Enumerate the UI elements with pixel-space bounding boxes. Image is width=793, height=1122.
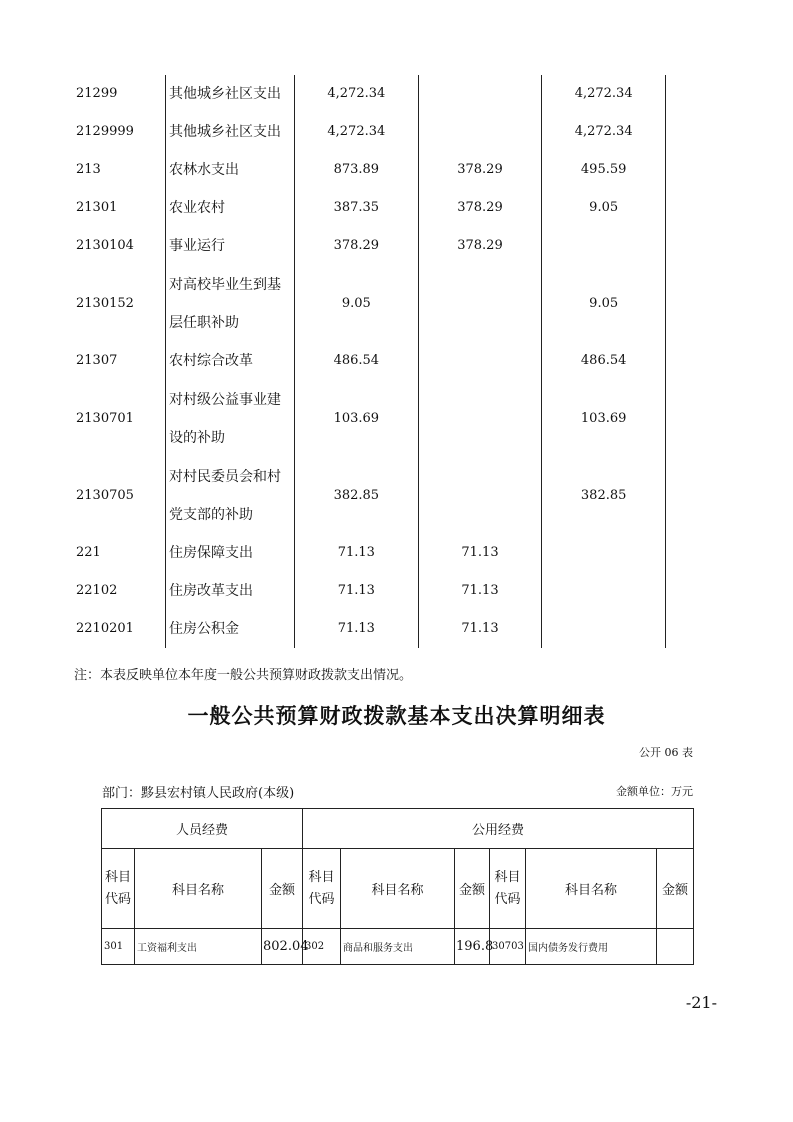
code-header: 科目 代码 [102, 849, 135, 929]
cell-name: 其他城乡社区支出 [166, 75, 295, 113]
cell-code: 2210201 [74, 610, 166, 648]
cell-basic [418, 457, 542, 534]
cell-project [542, 572, 666, 610]
code-header: 科目 代码 [303, 849, 341, 929]
cell-basic [418, 265, 542, 342]
basic-expenditure-detail-table [101, 808, 694, 965]
cell-basic: 71.13 [418, 534, 542, 572]
table-note: 注：本表反映单位本年度一般公共预算财政拨款支出情况。 [74, 668, 413, 683]
cell-name: 对高校毕业生到基 层任职补助 [166, 265, 295, 342]
table-row [74, 380, 666, 457]
cell-name: 商品和服务支出 [341, 929, 455, 965]
department-label: 部门：黟县宏村镇人民政府(本级) [102, 786, 295, 801]
cell-name: 工资福利支出 [135, 929, 262, 965]
cell-project: 4,272.34 [542, 113, 666, 151]
cell-total: 378.29 [295, 227, 419, 265]
table-row [74, 342, 666, 380]
cell-total: 71.13 [295, 534, 419, 572]
cell-code: 213 [74, 151, 166, 189]
cell-name: 住房保障支出 [166, 534, 295, 572]
cell-code: 22102 [74, 572, 166, 610]
cell-code: 221 [74, 534, 166, 572]
cell-project [542, 227, 666, 265]
cell-code: 21307 [74, 342, 166, 380]
table-row [74, 151, 666, 189]
cell-basic: 378.29 [418, 151, 542, 189]
cell-basic: 71.13 [418, 610, 542, 648]
cell-name: 对村民委员会和村 党支部的补助 [166, 457, 295, 534]
page-title: 一般公共预算财政拨款基本支出决算明细表 [187, 704, 606, 728]
page-number: -21- [685, 993, 717, 1012]
unit-label: 金额单位：万元 [616, 785, 693, 798]
cell-name: 农村综合改革 [166, 342, 295, 380]
cell-total: 71.13 [295, 610, 419, 648]
cell-name: 国内债务发行费用 [526, 929, 657, 965]
cell-basic: 378.29 [418, 189, 542, 227]
cell-name: 其他城乡社区支出 [166, 113, 295, 151]
cell-total: 486.54 [295, 342, 419, 380]
cell-code: 21301 [74, 189, 166, 227]
cell-basic [418, 113, 542, 151]
cell-code: 30703 [490, 929, 526, 965]
cell-total: 382.85 [295, 457, 419, 534]
cell-total: 9.05 [295, 265, 419, 342]
cell-name: 住房公积金 [166, 610, 295, 648]
table-row [74, 265, 666, 342]
cell-project [542, 610, 666, 648]
cell-code: 21299 [74, 75, 166, 113]
cell-project: 9.05 [542, 189, 666, 227]
name-header: 科目名称 [341, 849, 455, 929]
code-header: 科目 代码 [490, 849, 526, 929]
cell-amount: 196.8 [455, 929, 490, 965]
cell-amount: 802.04 [262, 929, 303, 965]
cell-name: 农业农村 [166, 189, 295, 227]
table-row [74, 189, 666, 227]
cell-total: 71.13 [295, 572, 419, 610]
cell-project: 9.05 [542, 265, 666, 342]
amount-header: 金额 [262, 849, 303, 929]
cell-project: 382.85 [542, 457, 666, 534]
cell-basic: 71.13 [418, 572, 542, 610]
table-row [74, 113, 666, 151]
cell-code: 301 [102, 929, 135, 965]
cell-project: 103.69 [542, 380, 666, 457]
cell-total: 873.89 [295, 151, 419, 189]
cell-project: 4,272.34 [542, 75, 666, 113]
cell-project [542, 534, 666, 572]
cell-code: 2129999 [74, 113, 166, 151]
table-row [74, 610, 666, 648]
amount-header: 金额 [455, 849, 490, 929]
cell-name: 对村级公益事业建 设的补助 [166, 380, 295, 457]
cell-basic: 378.29 [418, 227, 542, 265]
cell-code: 302 [303, 929, 341, 965]
cell-name: 住房改革支出 [166, 572, 295, 610]
expenditure-table [74, 75, 666, 648]
cell-name: 事业运行 [166, 227, 295, 265]
cell-code: 2130705 [74, 457, 166, 534]
cell-basic [418, 342, 542, 380]
cell-total: 103.69 [295, 380, 419, 457]
cell-total: 4,272.34 [295, 113, 419, 151]
table-row [74, 534, 666, 572]
cell-name: 农林水支出 [166, 151, 295, 189]
cell-amount [657, 929, 694, 965]
group-header-public: 公用经费 [303, 809, 694, 849]
name-header: 科目名称 [526, 849, 657, 929]
cell-code: 2130701 [74, 380, 166, 457]
cell-basic [418, 380, 542, 457]
table-row [74, 227, 666, 265]
table-row [102, 929, 694, 965]
cell-total: 4,272.34 [295, 75, 419, 113]
cell-project: 486.54 [542, 342, 666, 380]
cell-code: 2130152 [74, 265, 166, 342]
form-number: 公开 06 表 [639, 746, 693, 759]
cell-basic [418, 75, 542, 113]
group-header-personnel: 人员经费 [102, 809, 303, 849]
table-row [74, 457, 666, 534]
name-header: 科目名称 [135, 849, 262, 929]
cell-code: 2130104 [74, 227, 166, 265]
amount-header: 金额 [657, 849, 694, 929]
cell-project: 495.59 [542, 151, 666, 189]
table-row [74, 75, 666, 113]
table-row [74, 572, 666, 610]
cell-total: 387.35 [295, 189, 419, 227]
